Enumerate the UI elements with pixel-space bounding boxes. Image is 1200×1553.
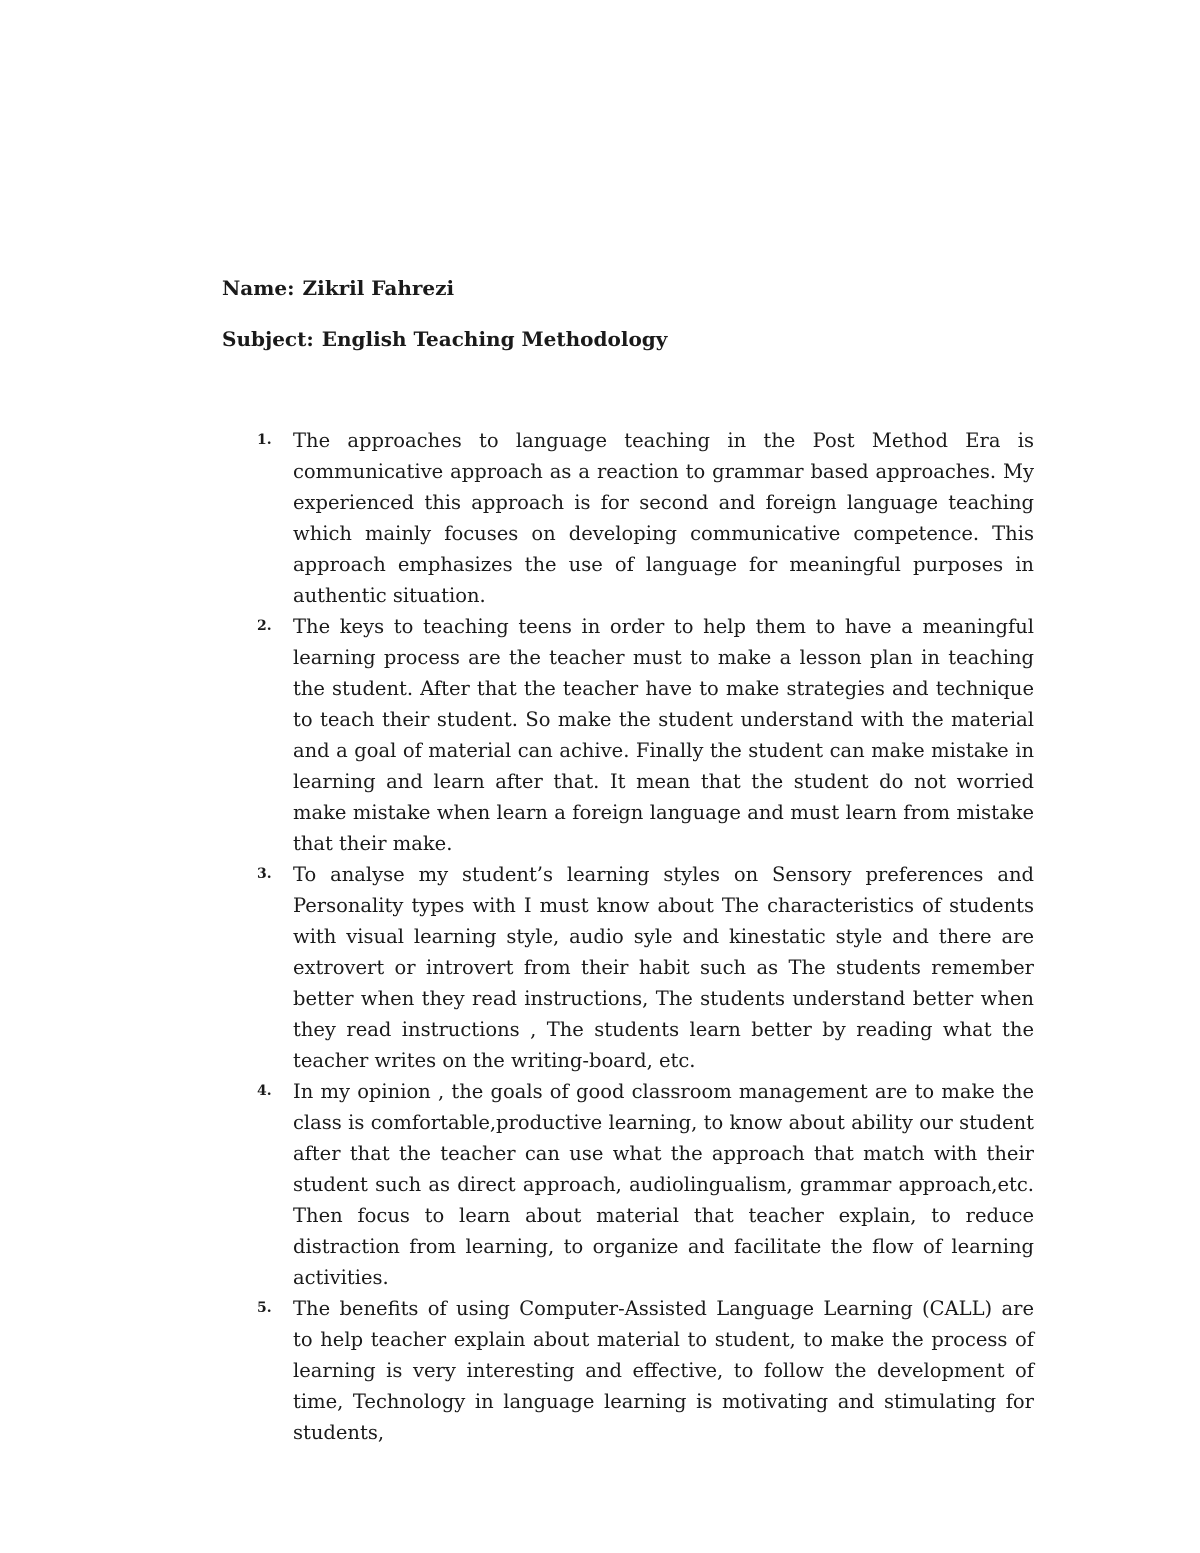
answer-number: 4. <box>257 1083 272 1099</box>
answer-number: 5. <box>257 1300 272 1316</box>
answer-text: The approaches to language teaching in the Post Method Era is communicative approach as a reaction to grammar based approaches. My experienced this approach is for second and foreign language teaching which mainly focuses on developing communicative competence. This approach emphasizes the use of language for meaningful purposes in authentic situation. <box>293 429 1034 607</box>
answer-item-4 <box>222 1076 1034 1293</box>
answer-item-3 <box>222 859 1034 1076</box>
answer-item-1 <box>222 425 1034 611</box>
name-line <box>222 276 454 300</box>
answer-number: 2. <box>257 618 272 634</box>
answer-text: The keys to teaching teens in order to help them to have a meaningful learning process are the teacher must to make a lesson plan in teaching the student. After that the teacher have to make strategies and technique to teach their student. So make the student understand with the material and a goal of material can achive. Finally the student can make mistake in learning and learn after that. It mean that the student do not worried make mistake when learn a foreign language and must learn from mistake that their make. <box>293 615 1034 855</box>
answer-text: In my opinion , the goals of good classroom management are to make the class is comfortable,productive learning, to know about ability our student after that the teacher can use what the approach that match with their student such as direct approach, audiolingualism, grammar approach,etc. Then focus to learn about material that teacher explain, to reduce distraction from learning, to organize and facilitate the flow of learning activities. <box>293 1080 1034 1289</box>
name-label: Name: <box>222 276 295 300</box>
subject-name: English Teaching Methodology <box>321 327 668 351</box>
answer-text: To analyse my student’s learning styles on Sensory preferences and Personality types with I must know about The characteristics of students with visual learning style, audio syle and kinestatic style and there are extrovert or introvert from their habit such as The students remember better when they read instructions, The students understand better when they read instructions , The students learn better by reading what the teacher writes on the writing-board, etc. <box>293 863 1034 1072</box>
student-name: Zikril Fahrezi <box>302 276 455 300</box>
answer-item-5 <box>222 1293 1034 1448</box>
answer-item-2 <box>222 611 1034 859</box>
answer-list <box>222 425 1034 1448</box>
subject-label: Subject: <box>222 327 314 351</box>
answer-number: 3. <box>257 866 272 882</box>
answer-number: 1. <box>257 432 272 448</box>
answer-text: The benefits of using Computer-Assisted Language Learning (CALL) are to help teacher explain about material to student, to make the process of learning is very interesting and effective, to follow the development of time, Technology in language learning is motivating and stimulating for students, <box>293 1297 1034 1444</box>
subject-line <box>222 327 667 351</box>
